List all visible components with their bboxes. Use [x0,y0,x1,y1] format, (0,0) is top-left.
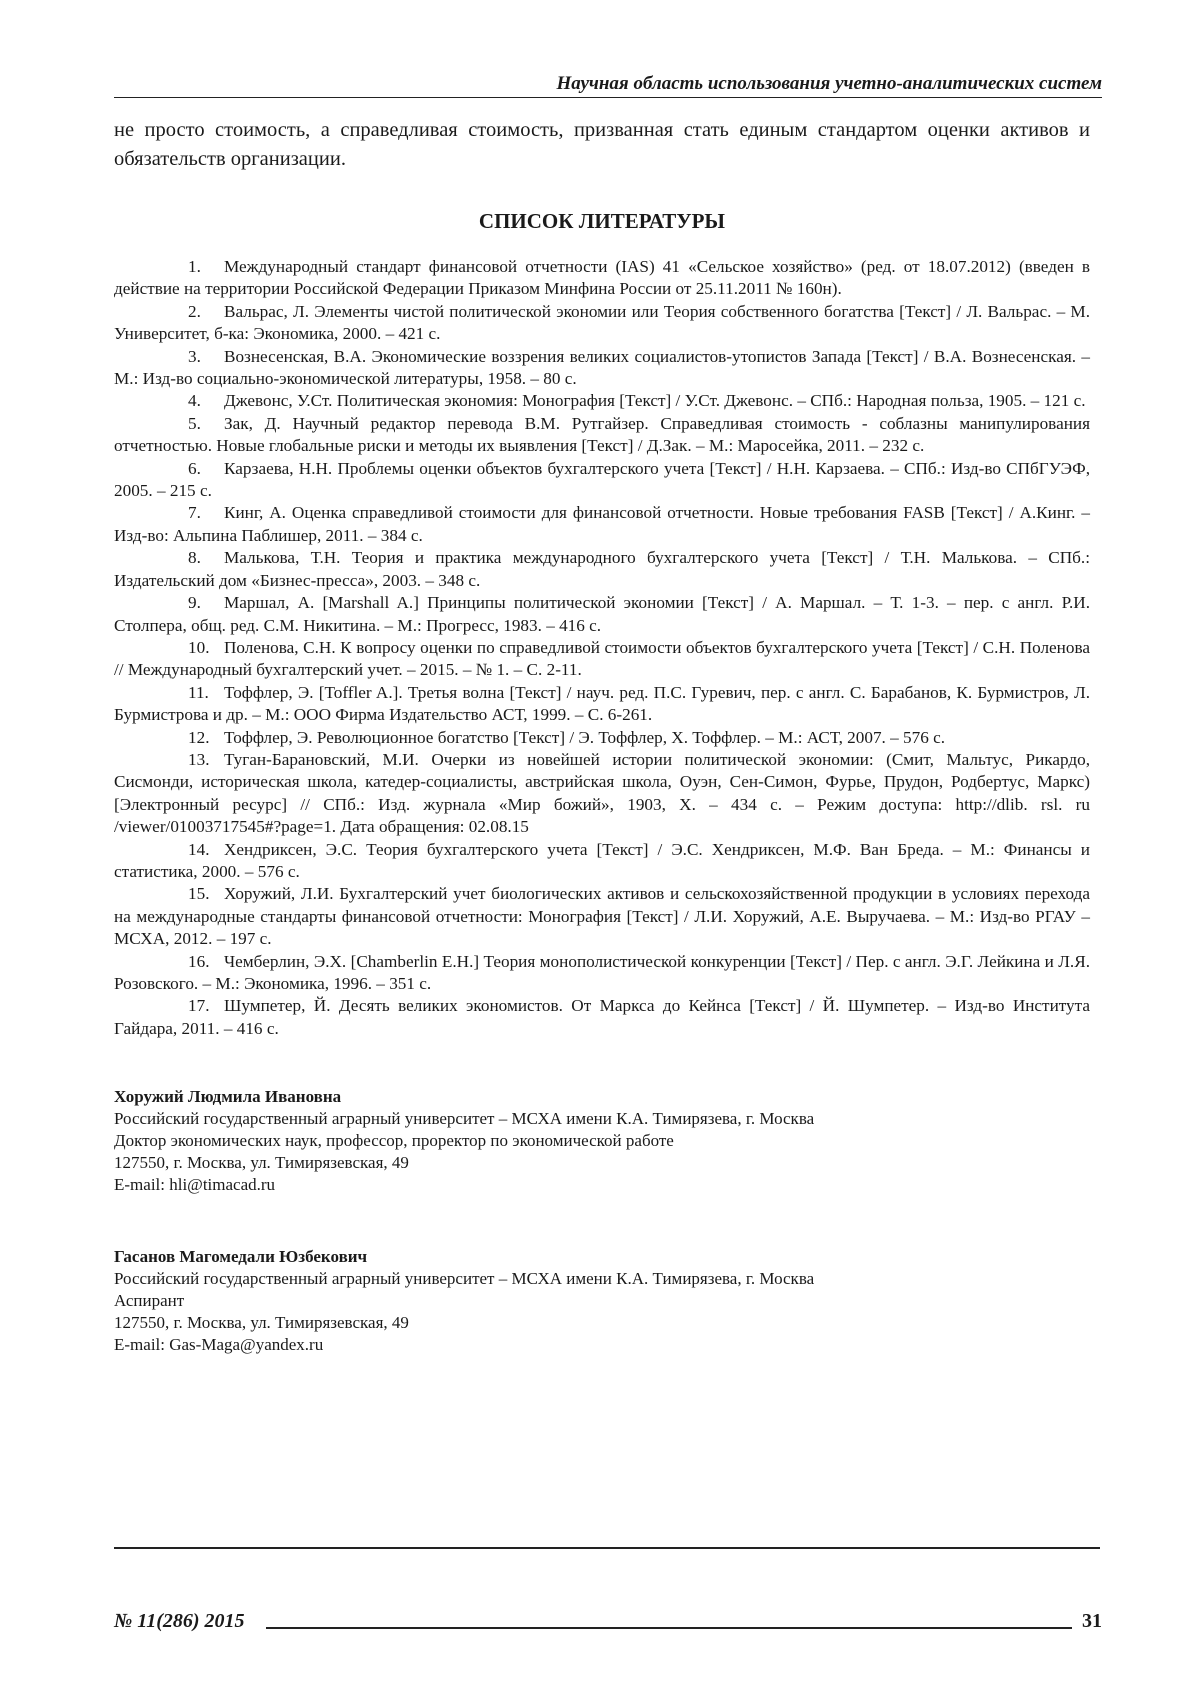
reference-item [114,883,1090,950]
references-title: СПИСОК ЛИТЕРАТУРЫ [114,208,1090,234]
reference-text: Тоффлер, Э. Революционное богатство [Текст] / Э. Тоффлер, Х. Тоффлер. – М.: АСТ, 2007. – 576 с. [224,728,945,747]
reference-text: Вознесенская, В.А. Экономические воззрения великих социалистов-утопистов Запада [Текст] / В.А. Вознесенская. – М.: Изд-во социально-экономической литературы, 1958. – 80 с. [114,347,1090,388]
references-list [114,256,1090,1040]
reference-text: Хендриксен, Э.С. Теория бухгалтерского учета [Текст] / Э.С. Хендриксен, М.Ф. Ван Бреда. – М.: Финансы и статистика, 2000. – 576 с. [114,840,1090,881]
page-number: 31 [1082,1608,1102,1634]
reference-number: 6. [188,458,224,480]
footer-divider [114,1547,1100,1549]
reference-item [114,390,1090,412]
reference-number: 16. [188,951,224,973]
author-email[interactable]: E-mail: Gas-Maga@yandex.ru [114,1334,1090,1356]
reference-item [114,592,1090,637]
author-affiliation: Российский государственный аграрный университет – МСХА имени К.А. Тимирязева, г. Москва [114,1268,1090,1290]
reference-item [114,951,1090,996]
reference-item [114,458,1090,503]
reference-text: Маршал, А. [Marshall A.] Принципы политической экономии [Текст] / А. Маршал. – Т. 1-3. – пер. с англ. Р.И. Столпера, общ. ред. С.М. Никитина. – М.: Прогресс, 1983. – 416 с. [114,593,1090,634]
author-position: Аспирант [114,1290,1090,1312]
reference-number: 1. [188,256,224,278]
reference-item [114,682,1090,727]
reference-number: 14. [188,839,224,861]
reference-text: Тоффлер, Э. [Toffler A.]. Третья волна [Текст] / науч. ред. П.С. Гуревич, пер. с англ. С. Барабанов, К. Бурмистров, Л. Бурмистрова и др. – М.: ООО Фирма Издательство АСТ, 1999. – С. 6-261. [114,683,1090,724]
author-block [114,1246,1090,1356]
issue-number: № 11(286) 2015 [114,1608,245,1634]
reference-item [114,502,1090,547]
reference-text: Международный стандарт финансовой отчетности (IAS) 41 «Сельское хозяйство» (ред. от 18.07.2012) (введен в действие на территории Российской Федерации Приказом Минфина России от 25.11.2011 № 160н). [114,257,1090,298]
reference-text: Кинг, А. Оценка справедливой стоимости для финансовой отчетности. Новые требования FASB [Текст] / А.Кинг. – Изд-во: Альпина Паблишер, 2011. – 384 с. [114,503,1090,544]
reference-number: 4. [188,390,224,412]
reference-item [114,839,1090,884]
page-content [114,116,1090,1356]
reference-number: 11. [188,682,224,704]
author-name: Хоружий Людмила Ивановна [114,1086,1090,1108]
reference-number: 17. [188,995,224,1017]
author-position: Доктор экономических наук, профессор, проректор по экономической работе [114,1130,1090,1152]
reference-item [114,547,1090,592]
reference-number: 15. [188,883,224,905]
reference-number: 13. [188,749,224,771]
reference-number: 3. [188,346,224,368]
reference-item [114,413,1090,458]
reference-number: 12. [188,727,224,749]
reference-number: 7. [188,502,224,524]
author-name: Гасанов Магомедали Юзбекович [114,1246,1090,1268]
reference-text: Джевонс, У.Ст. Политическая экономия: Монография [Текст] / У.Ст. Джевонс. – СПб.: Народная польза, 1905. – 121 с. [224,391,1086,410]
reference-text: Туган-Барановский, М.И. Очерки из новейшей истории политической экономии: (Смит, Мальтус, Рикардо, Сисмонди, историческая школа, катедер-социалисты, австрийская школа, Оуэн, Сен-Симон, Фурье, Прудон, Родбертус, Маркс) [Электронный ресурс] // СПб.: Изд. журнала «Мир божий», 1903, Х. – 434 с. – Режим доступа: http://dlib. rsl. ru /viewer/01003717545#?page=1. Дата обращения: 02.08.15 [114,750,1090,836]
reference-item [114,346,1090,391]
reference-item [114,301,1090,346]
reference-text: Карзаева, Н.Н. Проблемы оценки объектов бухгалтерского учета [Текст] / Н.Н. Карзаева. – СПб.: Изд-во СПбГУЭФ, 2005. – 215 с. [114,459,1090,500]
reference-item [114,637,1090,682]
footer-rule [266,1627,1072,1629]
reference-item [114,749,1090,839]
reference-text: Зак, Д. Научный редактор перевода В.М. Рутгайзер. Справедливая стоимость - соблазны манипулирования отчетностью. Новые глобальные риски и методы их выявления [Текст] / Д.Зак. – М.: Маросейка, 2011. – 232 с. [114,414,1090,455]
author-email[interactable]: E-mail: hli@timacad.ru [114,1174,1090,1196]
reference-text: Чемберлин, Э.Х. [Chamberlin E.H.] Теория монополистической конкуренции [Текст] / Пер. с англ. Э.Г. Лейкина и Л.Я. Розовского. – М.: Экономика, 1996. – 351 с. [114,952,1090,993]
reference-text: Вальрас, Л. Элементы чистой политической экономии или Теория собственного богатства [Текст] / Л. Вальрас. – М. Университет, б-ка: Экономика, 2000. – 421 с. [114,302,1090,343]
author-block [114,1086,1090,1196]
reference-text: Хоружий, Л.И. Бухгалтерский учет биологических активов и сельскохозяйственной продукции в условиях перехода на международные стандарты финансовой отчетности: Монография [Текст] / Л.И. Хоружий, А.Е. Выручаева. – М.: Изд-во РГАУ – МСХА, 2012. – 197 с. [114,884,1090,948]
reference-number: 2. [188,301,224,323]
reference-number: 5. [188,413,224,435]
reference-item [114,256,1090,301]
author-affiliation: Российский государственный аграрный университет – МСХА имени К.А. Тимирязева, г. Москва [114,1108,1090,1130]
page-footer [114,1608,1102,1634]
running-header [114,72,1102,98]
reference-item [114,727,1090,749]
reference-text: Шумпетер, Й. Десять великих экономистов. От Маркса до Кейнса [Текст] / Й. Шумпетер. – Изд-во Института Гайдара, 2011. – 416 с. [114,996,1090,1037]
author-address: 127550, г. Москва, ул. Тимирязевская, 49 [114,1152,1090,1174]
running-title: Научная область использования учетно-аналитических систем [556,73,1102,94]
reference-item [114,995,1090,1040]
reference-number: 9. [188,592,224,614]
intro-paragraph: не просто стоимость, а справедливая стоимость, призванная стать единым стандартом оценки активов и обязательств организации. [114,116,1090,174]
reference-text: Поленова, С.Н. К вопросу оценки по справедливой стоимости объектов бухгалтерского учета [Текст] / С.Н. Поленова // Международный бухгалтерский учет. – 2015. – № 1. – С. 2-11. [114,638,1090,679]
reference-text: Малькова, Т.Н. Теория и практика международного бухгалтерского учета [Текст] / Т.Н. Малькова. – СПб.: Издательский дом «Бизнес-пресса», 2003. – 348 с. [114,548,1090,589]
reference-number: 8. [188,547,224,569]
reference-number: 10. [188,637,224,659]
author-address: 127550, г. Москва, ул. Тимирязевская, 49 [114,1312,1090,1334]
